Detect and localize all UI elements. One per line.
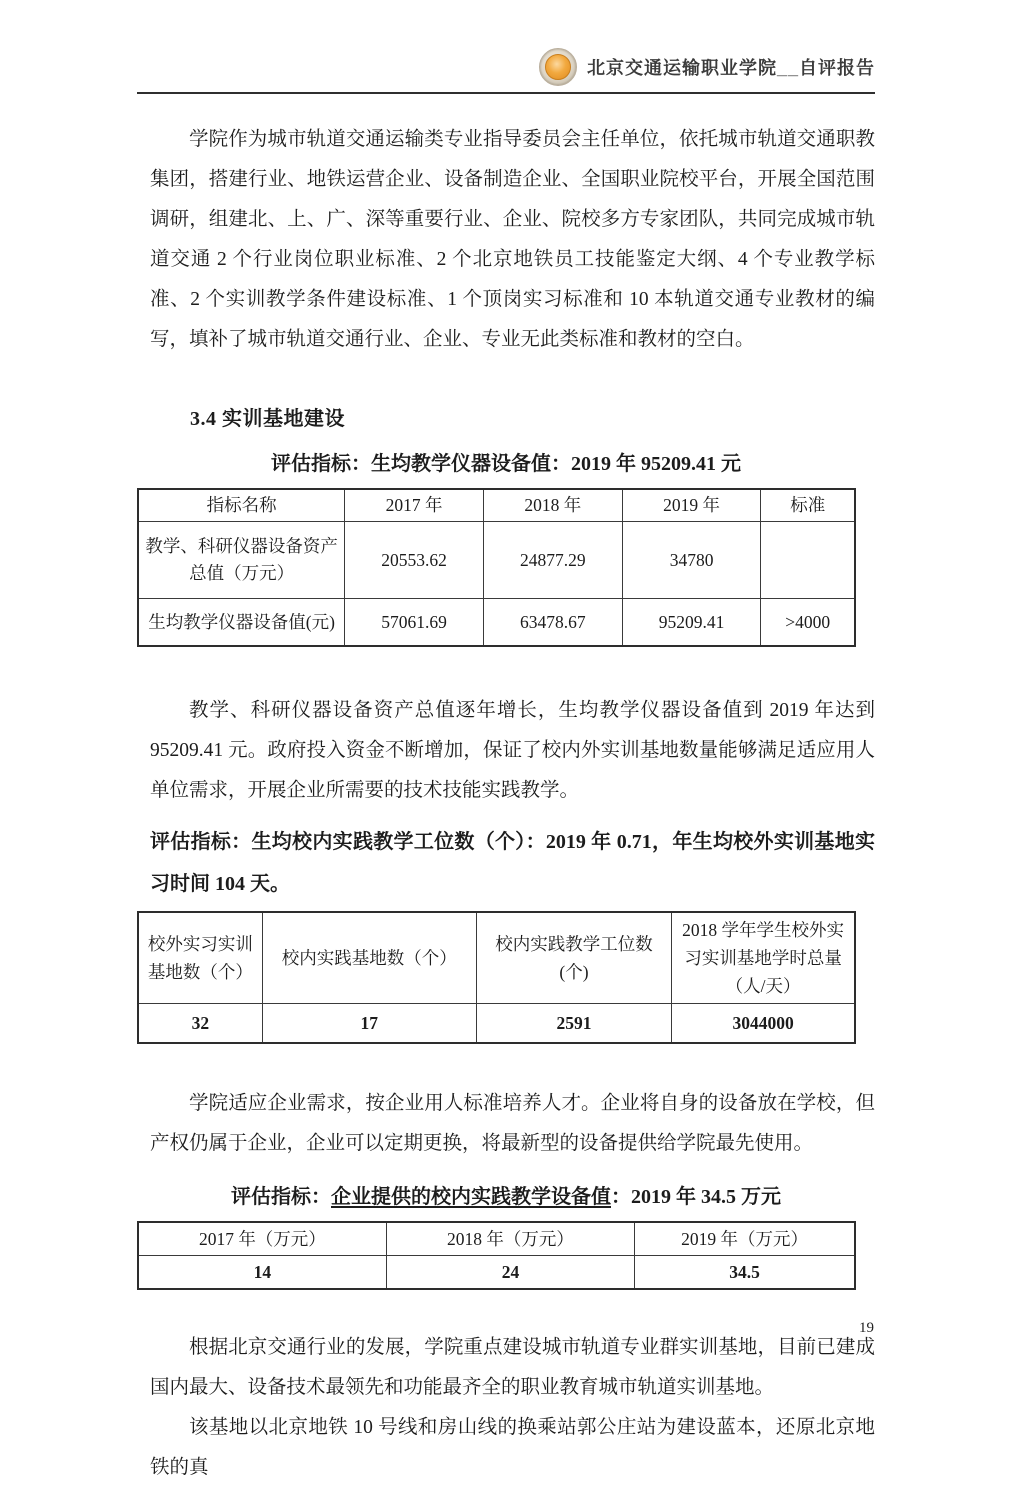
document-page — [137, 0, 875, 1478]
cell-value: 14 — [138, 1256, 386, 1290]
cell-value: 17 — [262, 1004, 476, 1044]
cell-value — [761, 522, 855, 599]
cell-value: 24 — [386, 1256, 634, 1290]
col-header: 校内实践基地数（个） — [262, 912, 476, 1004]
col-header: 2018 年 — [483, 489, 622, 522]
cell-value: 20553.62 — [345, 522, 484, 599]
col-header: 2017 年 — [345, 489, 484, 522]
indicator-workstations: 评估指标：生均校内实践教学工位数（个）：2019 年 0.71，年生均校外实训基地实习时间 104 天。 — [150, 831, 875, 895]
table-practice-bases — [137, 911, 856, 1044]
indicator-suffix: ：2019 年 34.5 万元 — [611, 1186, 781, 1208]
table-equipment-value — [137, 488, 856, 647]
section-heading: 3.4 实训基地建设 — [190, 408, 345, 430]
paragraph-growth: 教学、科研仪器设备资产总值逐年增长，生均教学仪器设备值到 2019 年达到 95209.41 元。政府投入资金不断增加，保证了校内外实训基地数量能够满足适应用人单位需求，开展企业所需要的技术技能实践教学。 — [150, 700, 875, 801]
table-row — [138, 522, 855, 599]
col-header: 2017 年（万元） — [138, 1222, 386, 1256]
indicator-equipment-value: 评估指标：生均教学仪器设备值：2019 年 95209.41 元 — [271, 453, 741, 475]
spacer — [137, 1290, 875, 1328]
cell-value: 3044000 — [672, 1004, 855, 1044]
page-number: 19 — [859, 1320, 874, 1336]
cell-value: >4000 — [761, 599, 855, 647]
table-enterprise-equipment — [137, 1221, 856, 1290]
header-title: 北京交通运输职业学院__自评报告 — [586, 58, 875, 78]
col-header: 2018 学年学生校外实习实训基地学时总量（人/天） — [672, 912, 855, 1004]
paragraph-intro: 学院作为城市轨道交通运输类专业指导委员会主任单位，依托城市轨道交通职教集团，搭建行业、地铁运营企业、设备制造企业、全国职业院校平台，开展全国范围调研，组建北、上、广、深等重要行业、企业、院校多方专家团队，共同完成城市轨道交通 2 个行业岗位职业标准、2 个北京地铁员工技能鉴定大纲、4 个专业教学标准、2 个实训教学条件建设标准、1 个顶岗实习标准和 10 本轨道交通专业教材的编写，填补了城市轨道交通行业、企业、专业无此类标准和教材的空白。 — [150, 129, 875, 350]
cell-indicator-name: 生均教学仪器设备值(元) — [138, 599, 345, 647]
cell-indicator-name: 教学、科研仪器设备资产总值（万元） — [138, 522, 345, 599]
col-header: 2019 年（万元） — [635, 1222, 855, 1256]
paragraph-enterprise: 学院适应企业需求，按企业用人标准培养人才。企业将自身的设备放在学校，但产权仍属于企业，企业可以定期更换，将最新型的设备提供给学院最先使用。 — [150, 1093, 875, 1154]
table-row — [138, 599, 855, 647]
cell-value: 34.5 — [635, 1256, 855, 1290]
cell-value: 34780 — [622, 522, 761, 599]
col-header: 2018 年（万元） — [386, 1222, 634, 1256]
table-header-row — [138, 912, 855, 1004]
col-header: 校内实践教学工位数(个) — [476, 912, 671, 1004]
col-header: 标准 — [761, 489, 855, 522]
table-row — [138, 1004, 855, 1044]
cell-value: 2591 — [476, 1004, 671, 1044]
cell-value: 32 — [138, 1004, 262, 1044]
table-header-row — [138, 1222, 855, 1256]
spacer — [137, 1044, 875, 1084]
table-row — [138, 1256, 855, 1290]
cell-value: 95209.41 — [622, 599, 761, 647]
paragraph-base-construction: 根据北京交通行业的发展，学院重点建设城市轨道专业群实训基地，目前已建成国内最大、设备技术最领先和功能最齐全的职业教育城市轨道实训基地。 — [150, 1337, 875, 1398]
indicator-prefix: 评估指标： — [231, 1186, 331, 1208]
spacer — [137, 647, 875, 691]
col-header: 校外实习实训基地数（个） — [138, 912, 262, 1004]
paragraph-metro-line: 该基地以北京地铁 10 号线和房山线的换乘站郭公庄站为建设蓝本，还原北京地铁的真 — [150, 1417, 875, 1478]
college-badge-core — [545, 54, 571, 80]
cell-value: 57061.69 — [345, 599, 484, 647]
table-header-row — [138, 489, 855, 522]
page-header — [137, 48, 875, 94]
col-header: 指标名称 — [138, 489, 345, 522]
indicator-enterprise-equipment — [137, 1180, 875, 1209]
indicator-underlined-term: 企业提供的校内实践教学设备值 — [331, 1186, 611, 1208]
col-header: 2019 年 — [622, 489, 761, 522]
cell-value: 24877.29 — [483, 522, 622, 599]
college-badge-icon — [539, 48, 577, 86]
cell-value: 63478.67 — [483, 599, 622, 647]
